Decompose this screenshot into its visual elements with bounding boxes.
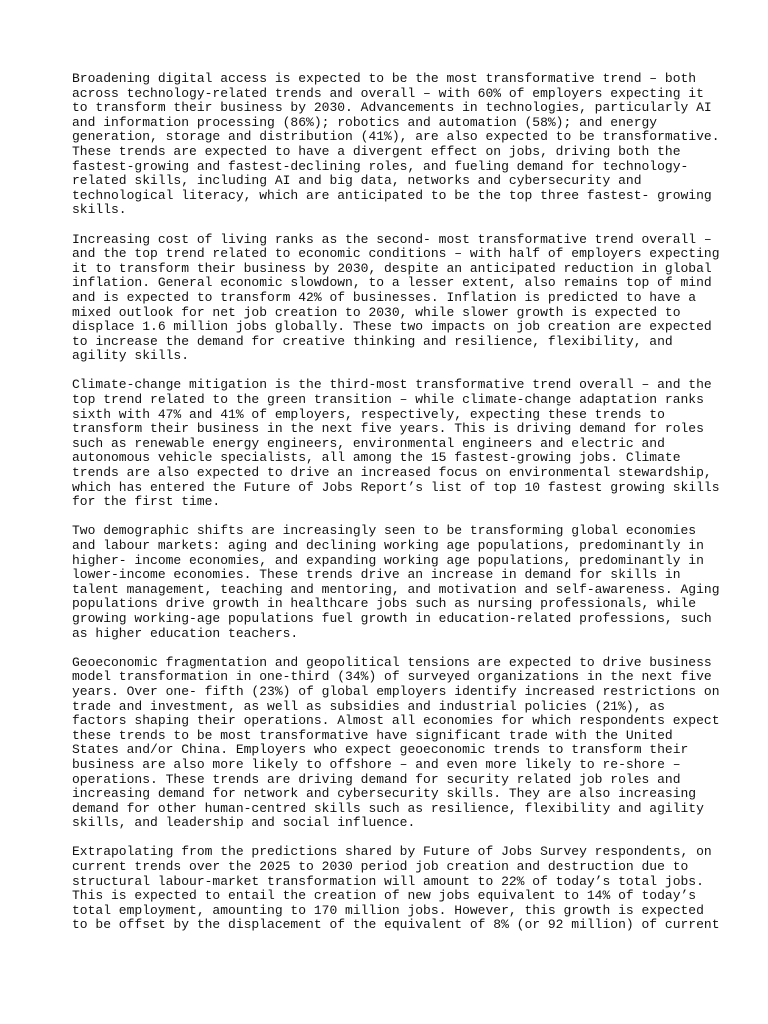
text-line: and is expected to transform 42% of businesses. Inflation is predicted to have a [72, 289, 697, 305]
text-line: lower-income economies. These trends drive an increase in demand for skills in [72, 567, 681, 583]
text-line: States and/or China. Employers who expect geoeconomic trends to transform their [72, 742, 689, 758]
text-line: fastest-growing and fastest-declining roles, and fueling demand for technology- [72, 158, 689, 174]
text-line: trade and investment, as well as subsidies and industrial policies (21%), as [72, 698, 665, 714]
text-line: as higher education teachers. [72, 625, 299, 641]
text-line: current trends over the 2025 to 2030 period job creation and destruction due to [72, 859, 689, 875]
text-line: displace 1.6 million jobs globally. These two impacts on job creation are expected [72, 319, 712, 335]
text-line: related skills, including AI and big data, networks and cybersecurity and [72, 173, 642, 189]
text-line: across technology-related trends and overall – with 60% of employers expecting it [72, 85, 704, 101]
text-line: years. Over one- fifth (23%) of global employers identify increased restrictions on [72, 683, 720, 699]
text-line: This is expected to entail the creation of new jobs equivalent to 14% of today’s [72, 888, 697, 904]
text-line: and information processing (86%); robotics and automation (58%); and energy [72, 114, 658, 130]
text-line: technological literacy, which are anticipated to be the top three fastest- growing [72, 187, 712, 203]
text-line: These trends are expected to have a divergent effect on jobs, driving both the [72, 143, 681, 159]
paragraph-demographic-shifts [72, 523, 720, 641]
text-line: talent management, teaching and mentoring, and motivation and self-awareness. Aging [72, 581, 720, 597]
text-line: Geoeconomic fragmentation and geopolitical tensions are expected to drive business [72, 654, 712, 670]
text-line: autonomous vehicle specialists, all among the 15 fastest-growing jobs. Climate [72, 450, 681, 466]
text-line: skills. [72, 202, 127, 218]
text-line: for the first time. [72, 494, 221, 510]
text-line: to transform their business by 2030. Advancements in technologies, particularly AI [72, 100, 712, 116]
text-line: skills, and leadership and social influence. [72, 815, 416, 831]
text-line: transform their business in the next five years. This is driving demand for roles [72, 421, 704, 437]
text-line: mixed outlook for net job creation to 2030, while slower growth is expected to [72, 304, 681, 320]
paragraph-cost-of-living [72, 231, 720, 364]
text-line: structural labour-market transformation will amount to 22% of today’s total jobs. [72, 873, 704, 889]
text-line: inflation. General economic slowdown, to a lesser extent, also remains top of mind [72, 275, 712, 291]
text-line: populations drive growth in healthcare jobs such as nursing professionals, while [72, 596, 697, 612]
text-line: increasing demand for network and cybersecurity skills. They are also increasing [72, 786, 697, 802]
text-line: Broadening digital access is expected to be the most transformative trend – both [72, 71, 697, 86]
paragraph-digital-access [72, 71, 720, 218]
text-line: and labour markets: aging and declining working age populations, predominantly in [72, 538, 704, 553]
text-line: to be offset by the displacement of the equivalent of 8% (or 92 million) of current [72, 917, 720, 933]
text-line: total employment, amounting to 170 million jobs. However, this growth is expected [72, 902, 704, 918]
text-line: it to transform their business by 2030, despite an anticipated reduction in global [72, 260, 712, 276]
text-line: trends are also expected to drive an increased focus on environmental stewardship, [72, 465, 712, 481]
text-line: which has entered the Future of Jobs Report’s list of top 10 fastest growing skills [72, 479, 720, 495]
text-line: such as renewable energy engineers, environmental engineers and electric and [72, 435, 665, 451]
text-line: operations. These trends are driving demand for security related job roles and [72, 771, 681, 787]
text-line: top trend related to the green transition – while climate-change adaptation ranks [72, 392, 704, 408]
text-line: these trends to be most transformative have significant trade with the United [72, 727, 673, 743]
text-line: factors shaping their operations. Almost all economies for which respondents expect [72, 713, 720, 729]
text-line: and the top trend related to economic conditions – with half of employers expecting [72, 246, 720, 262]
text-line: Two demographic shifts are increasingly seen to be transforming global economies [72, 523, 697, 539]
text-line: Increasing cost of living ranks as the second- most transformative trend overall – [72, 231, 712, 247]
text-line: model transformation in one-third (34%) of surveyed organizations in the next five [72, 669, 712, 685]
document-page [72, 71, 720, 948]
text-line: agility skills. [72, 348, 190, 364]
text-line: Extrapolating from the predictions shared by Future of Jobs Survey respondents, on [72, 844, 712, 860]
text-line: to increase the demand for creative thinking and resilience, flexibility, and [72, 333, 673, 349]
text-line: Climate-change mitigation is the third-most transformative trend overall – and the [72, 377, 712, 393]
text-line: business are also more likely to offshore – and even more likely to re-shore – [72, 756, 681, 772]
text-line: demand for other human-centred skills such as resilience, flexibility and agility [72, 800, 704, 816]
paragraph-climate-change [72, 377, 720, 510]
text-line: growing working-age populations fuel growth in education-related professions, such [72, 610, 712, 626]
paragraph-job-extrapolation [72, 844, 720, 933]
text-line: higher- income economies, and expanding working age populations, predominantly in [72, 552, 704, 568]
text-line: sixth with 47% and 41% of employers, respectively, expecting these trends to [72, 406, 665, 422]
paragraph-geoeconomic-fragmentation [72, 654, 720, 831]
text-line: generation, storage and distribution (41%), are also expected to be transformative. [72, 129, 720, 145]
